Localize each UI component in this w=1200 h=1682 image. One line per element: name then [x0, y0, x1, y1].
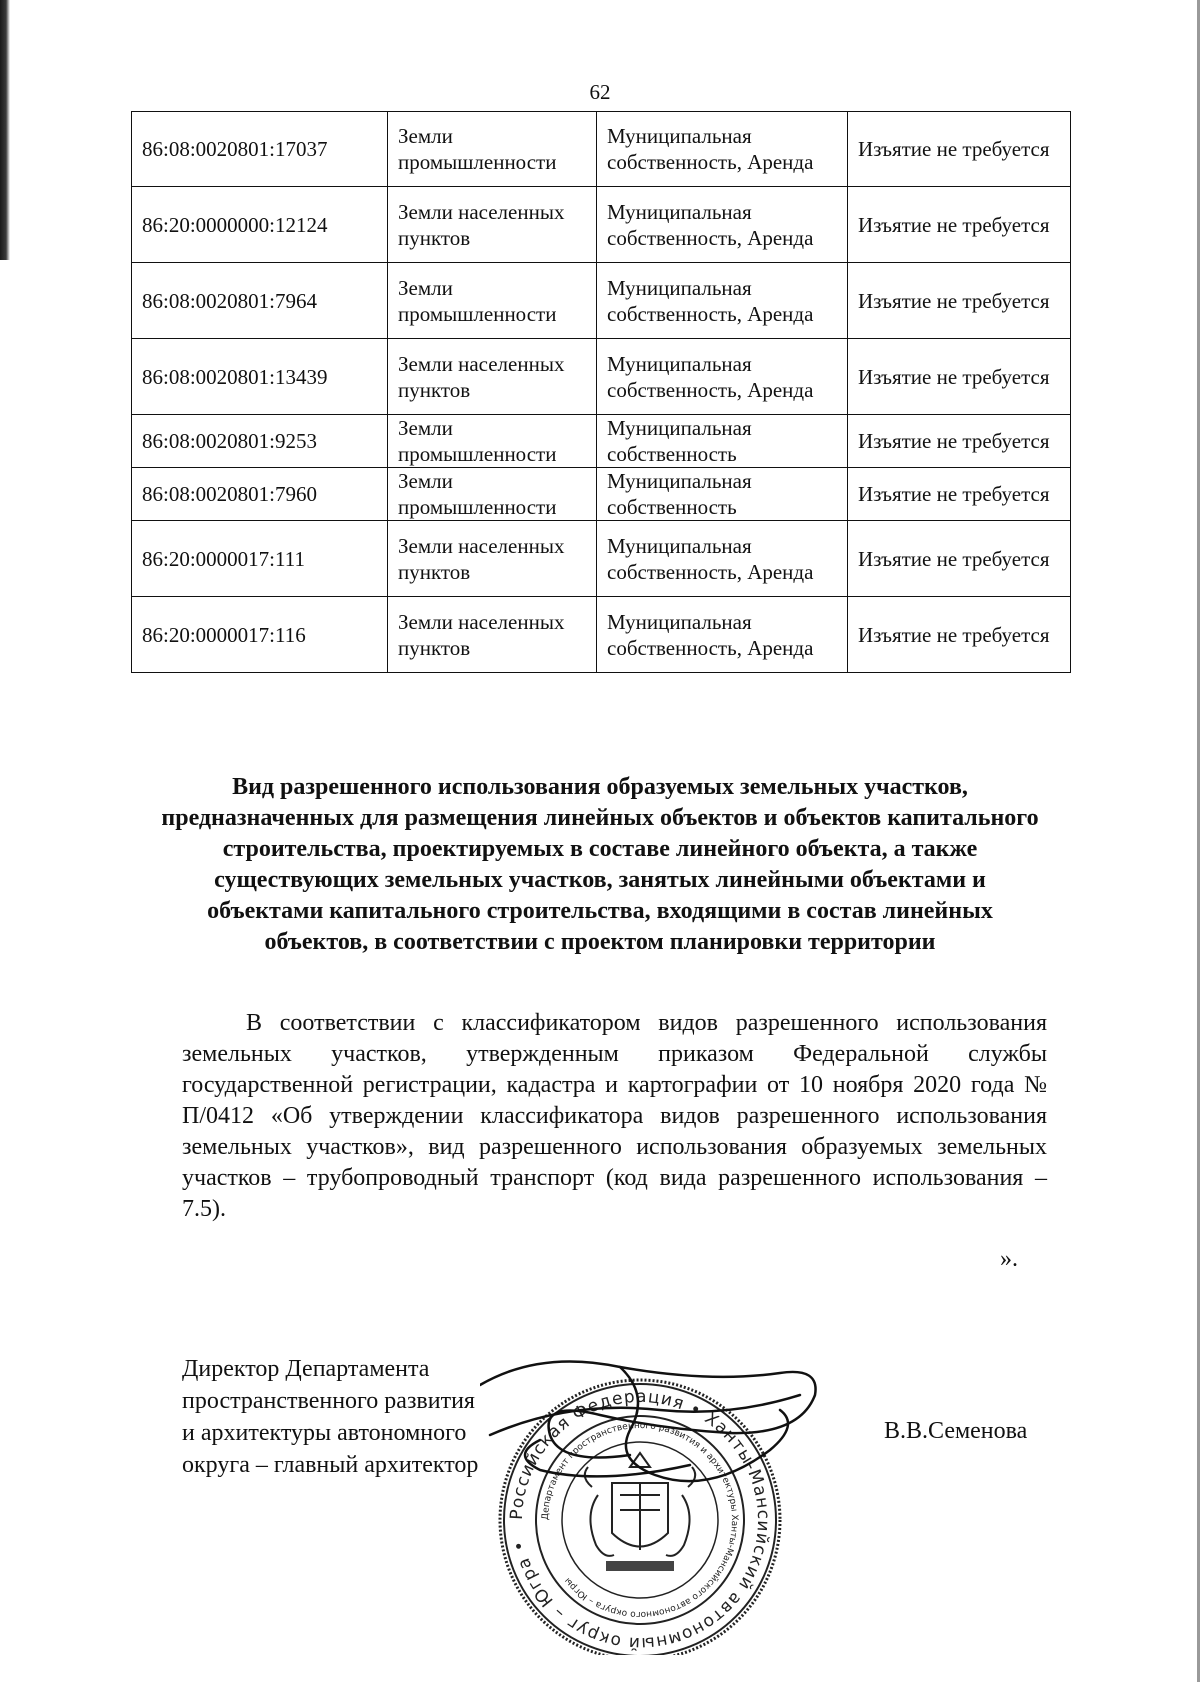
- page-number: 62: [589, 80, 611, 104]
- withdrawal-status-cell: Изъятие не требуется: [848, 339, 1071, 415]
- scan-edge-shadow: [0, 0, 10, 260]
- signatory-title-line: и архитектуры автономного: [182, 1420, 467, 1446]
- table-row: [132, 415, 1071, 468]
- table-row: [132, 597, 1071, 673]
- svg-text:Департамент пространственного: Департамент пространственного развития и архитектуры Ханты-Мансийского автономного округа – Югры: [540, 1420, 740, 1620]
- signatory-title-line: округа – главный архитектор: [182, 1452, 479, 1478]
- withdrawal-status-cell: Изъятие не требуется: [848, 263, 1071, 339]
- table-row: [132, 187, 1071, 263]
- seal-icon: [480, 1355, 930, 1655]
- land-category-cell: Земли промышленности: [388, 415, 597, 468]
- section-heading: Вид разрешенного использования образуемых земельных участков, предназначенных для размещения линейных объектов и объектов капитального строительства, проектируемых в составе линейного объекта, а также существующих земельных участков, занятых линейными объектами и объектами капитального строительства, входящими в состав линейных объектов, в соответствии с проектом планировки территории: [161, 774, 1039, 955]
- land-plots-table: [131, 111, 1071, 673]
- signatory-title: [182, 1353, 478, 1481]
- cadastral-number-cell: 86:20:0000017:111: [132, 521, 388, 597]
- signatory-name: В.В.Семенова: [884, 1418, 1028, 1444]
- ownership-cell: Муниципальная собственность, Аренда: [597, 339, 848, 415]
- ownership-cell: Муниципальная собственность: [597, 415, 848, 468]
- land-category-cell: Земли населенных пунктов: [388, 339, 597, 415]
- ownership-cell: Муниципальная собственность, Аренда: [597, 263, 848, 339]
- withdrawal-status-cell: Изъятие не требуется: [848, 468, 1071, 521]
- withdrawal-status-cell: Изъятие не требуется: [848, 521, 1071, 597]
- ownership-cell: Муниципальная собственность: [597, 468, 848, 521]
- ownership-cell: Муниципальная собственность, Аренда: [597, 112, 848, 187]
- land-category-cell: Земли промышленности: [388, 263, 597, 339]
- withdrawal-status-cell: Изъятие не требуется: [848, 597, 1071, 673]
- land-category-cell: Земли населенных пунктов: [388, 187, 597, 263]
- withdrawal-status-cell: Изъятие не требуется: [848, 112, 1071, 187]
- table-row: [132, 339, 1071, 415]
- closing-quote: ».: [1000, 1246, 1018, 1272]
- table-row: [132, 112, 1071, 187]
- cadastral-number-cell: 86:08:0020801:7960: [132, 468, 388, 521]
- cadastral-number-cell: 86:08:0020801:7964: [132, 263, 388, 339]
- body-paragraph: В соответствии с классификатором видов разрешенного использования земельных участков, утвержденным приказом Федеральной службы государственной регистрации, кадастра и картографии от 10 ноября 2020 года № П/0412 «Об утверждении классификатора видов разрешенного использования земельных участков», вид разрешенного использования образуемых земельных участков – трубопроводный транспорт (код вида разрешенного использования – 7.5).: [182, 1010, 1047, 1222]
- land-category-cell: Земли промышленности: [388, 468, 597, 521]
- ownership-cell: Муниципальная собственность, Аренда: [597, 597, 848, 673]
- table-row: [132, 521, 1071, 597]
- cadastral-number-cell: 86:08:0020801:17037: [132, 112, 388, 187]
- ownership-cell: Муниципальная собственность, Аренда: [597, 521, 848, 597]
- official-seal-with-signature: [480, 1355, 930, 1655]
- land-category-cell: Земли промышленности: [388, 112, 597, 187]
- table-row: [132, 468, 1071, 521]
- svg-text:Российская Федерация • Ханты-М: Российская Федерация • Ханты-Мансийский автономный округ – Югра •: [506, 1386, 774, 1654]
- cadastral-number-cell: 86:20:0000000:12124: [132, 187, 388, 263]
- cadastral-number-cell: 86:08:0020801:13439: [132, 339, 388, 415]
- land-category-cell: Земли населенных пунктов: [388, 597, 597, 673]
- withdrawal-status-cell: Изъятие не требуется: [848, 415, 1071, 468]
- land-category-cell: Земли населенных пунктов: [388, 521, 597, 597]
- ownership-cell: Муниципальная собственность, Аренда: [597, 187, 848, 263]
- table-row: [132, 263, 1071, 339]
- cadastral-number-cell: 86:08:0020801:9253: [132, 415, 388, 468]
- withdrawal-status-cell: Изъятие не требуется: [848, 187, 1071, 263]
- cadastral-number-cell: 86:20:0000017:116: [132, 597, 388, 673]
- signatory-title-line: пространственного развития: [182, 1388, 475, 1414]
- signatory-title-line: Директор Департамента: [182, 1356, 430, 1382]
